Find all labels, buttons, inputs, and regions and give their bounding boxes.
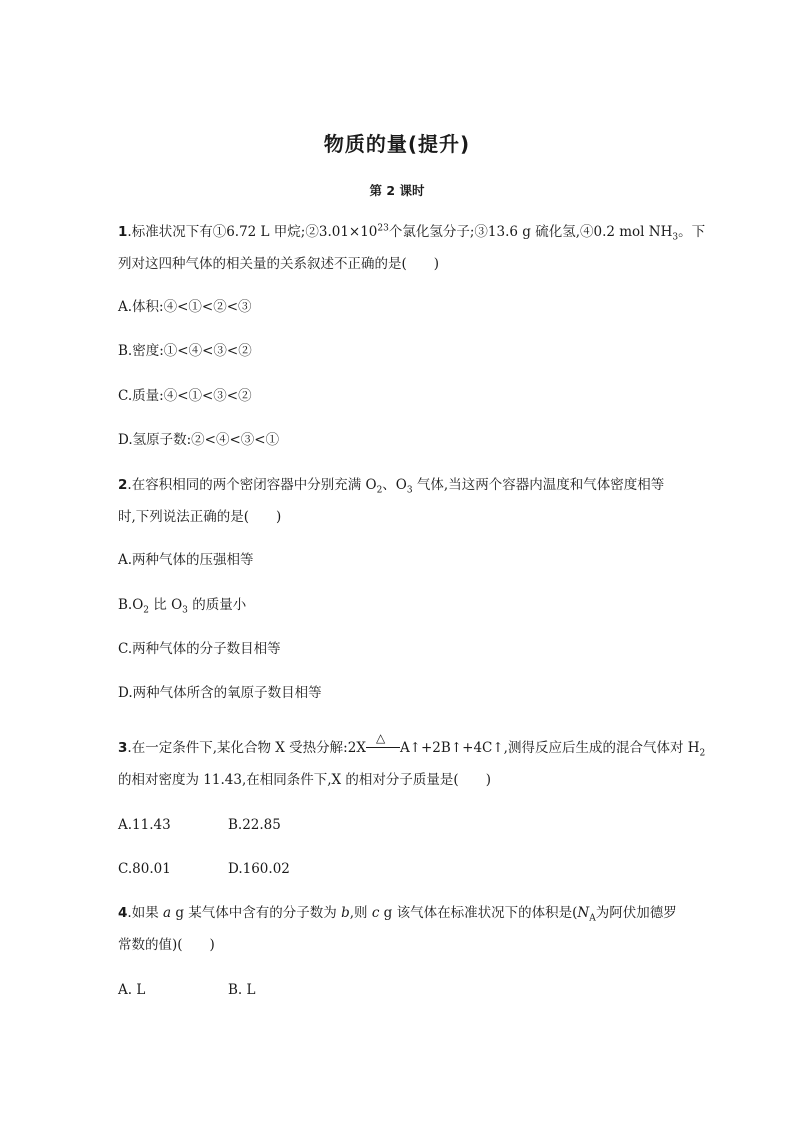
q3-text-b: A↑+2B↑+4C↑,测得反应后生成的混合气体对 H (399, 740, 700, 756)
q4-var-b: b (341, 905, 350, 921)
q4-var-c: c (371, 905, 380, 921)
q4-var-n: N (577, 905, 590, 921)
q2-text-c: 气体,当这两个容器内温度和气体密度相等 (412, 477, 665, 493)
q2-optb-a: B.O (118, 597, 144, 613)
page-title: 物质的量(提升) (323, 132, 471, 156)
q1-stem-line2: 列对这四种气体的相关量的关系叙述不正确的是( ) (118, 256, 440, 272)
q3-stem-line1 (118, 731, 706, 759)
q4-text-d: g 该气体在标准状况下的体积是( (379, 905, 578, 921)
q3-number: 3 (118, 740, 128, 756)
q2-optb-b: 比 O (149, 597, 183, 613)
q1-option-a: A.体积:④<①<②<③ (118, 299, 252, 315)
q2-optb-c: 的质量小 (187, 597, 247, 613)
arrow-bar (366, 747, 400, 748)
q4-var-n-sub: A (589, 913, 596, 924)
q2-option-b (118, 596, 246, 614)
q4-text-e: 为阿伏加德罗 (595, 905, 677, 921)
q4-option-a: A. L (118, 982, 146, 998)
page-subtitle: 第 2 课时 (369, 183, 425, 198)
q3-subscript: 2 (699, 748, 706, 759)
q3-option-a: A.11.43 (118, 817, 171, 833)
q2-subscript-2: 3 (406, 485, 413, 496)
q1-option-c: C.质量:④<①<③<② (118, 388, 252, 404)
q4-text-b: g 某气体中含有的分子数为 (171, 905, 342, 921)
q2-option-c: C.两种气体的分子数目相等 (118, 641, 281, 657)
q3-option-c: C.80.01 (118, 861, 171, 877)
heat-triangle-icon: △ (375, 731, 386, 745)
q2-option-d: D.两种气体所含的氧原子数目相等 (118, 685, 322, 701)
q4-option-b: B. L (228, 982, 256, 998)
q1-stem-line1 (118, 223, 705, 241)
q2-subscript-1: 2 (376, 485, 383, 496)
q2-text-a: .在容积相同的两个密闭容器中分别充满 O (127, 477, 377, 493)
q1-text-c: 。下 (678, 224, 706, 240)
q4-text-c: ,则 (349, 905, 372, 921)
q1-number: 1 (118, 224, 128, 240)
q2-stem-line2: 时,下列说法正确的是( ) (118, 509, 282, 525)
q3-option-d: D.160.02 (228, 861, 290, 877)
q4-text-a: .如果 (127, 905, 163, 921)
q1-subscript: 3 (672, 232, 679, 243)
q4-stem-line2: 常数的值)( ) (118, 937, 215, 953)
q4-number: 4 (118, 905, 128, 921)
q1-exponent: 23 (377, 223, 389, 234)
q2-optb-sub1: 2 (143, 605, 150, 616)
q1-text-b: 个氯化氢分子;③13.6 g 硫化氢,④0.2 mol NH (388, 224, 673, 240)
q2-stem-line1 (118, 476, 664, 494)
q2-option-a: A.两种气体的压强相等 (118, 552, 254, 568)
q4-var-a: a (163, 905, 172, 921)
q1-option-d: D.氢原子数:②<④<③<① (118, 432, 280, 448)
q2-number: 2 (118, 477, 128, 493)
q1-text-a: .标准状况下有①6.72 L 甲烷;②3.01×10 (127, 224, 378, 240)
q1-option-b: B.密度:①<④<③<② (118, 343, 252, 359)
q2-text-b: 、O (382, 477, 407, 493)
q3-text-a: .在一定条件下,某化合物 X 受热分解:2X (127, 740, 366, 756)
q4-stem-line1 (118, 904, 677, 922)
q2-optb-sub2: 3 (182, 605, 188, 616)
q3-option-b: B.22.85 (228, 817, 281, 833)
q3-stem-line2: 的相对密度为 11.43,在相同条件下,X 的相对分子质量是( ) (118, 772, 491, 788)
reaction-arrow (366, 731, 400, 753)
